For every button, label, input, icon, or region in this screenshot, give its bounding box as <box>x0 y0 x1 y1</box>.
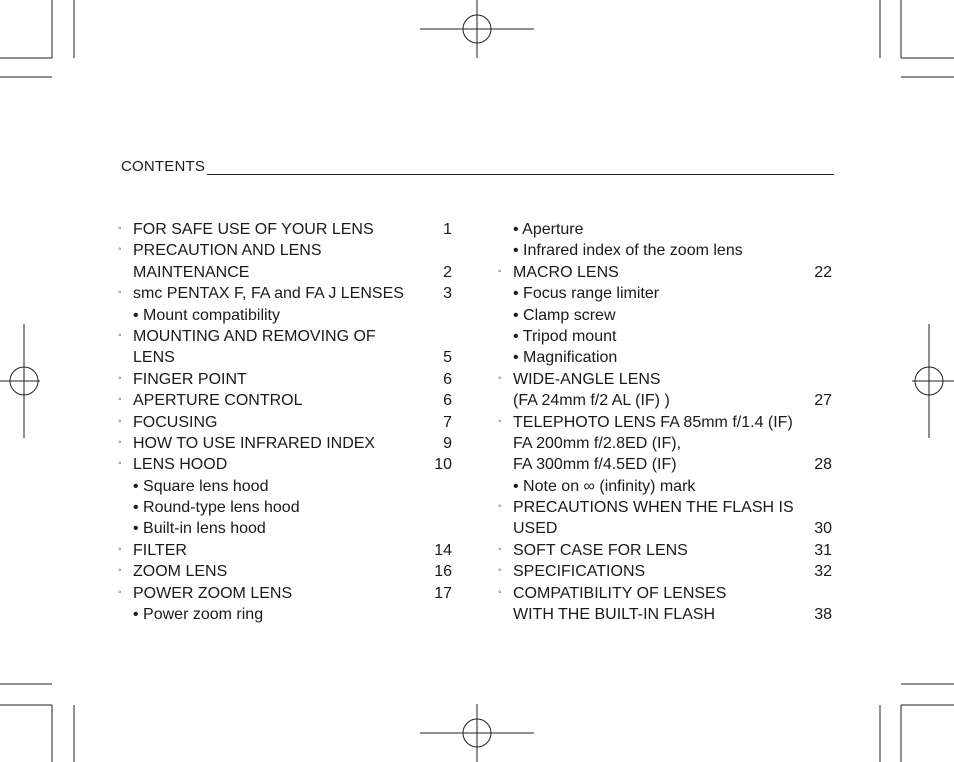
toc-page-number: 9 <box>443 434 452 452</box>
section-marker-icon: ◦ <box>118 543 122 555</box>
toc-page-number: 3 <box>443 285 452 303</box>
toc-page-number: 27 <box>814 392 832 410</box>
toc-entry-title: • Magnification <box>513 349 618 367</box>
toc-entry <box>118 369 452 390</box>
toc-page-number: 2 <box>443 263 452 281</box>
toc-entry-title: WIDE-ANGLE LENS <box>513 370 661 388</box>
toc-line <box>498 583 832 604</box>
toc-entry-title: • Mount compatibility <box>133 306 280 324</box>
section-marker-icon: ◦ <box>118 372 122 384</box>
toc-entry-title: (FA 24mm f/2 AL (IF) ) <box>513 392 670 410</box>
toc-entry <box>118 412 452 433</box>
toc-line <box>498 497 832 518</box>
toc-subentry <box>498 283 832 304</box>
toc-line <box>498 369 832 390</box>
toc-line <box>498 604 832 625</box>
toc-entry-title: • Focus range limiter <box>513 285 660 303</box>
toc-entry-title: MACRO LENS <box>513 263 619 281</box>
toc-entry <box>498 262 832 283</box>
toc-subentry <box>118 476 452 497</box>
toc-line <box>498 283 832 304</box>
toc-line <box>118 561 452 582</box>
toc-entry-title: • Clamp screw <box>513 306 616 324</box>
toc-entry-title: MOUNTING AND REMOVING OF <box>133 327 376 345</box>
toc-left-column <box>118 219 452 625</box>
toc-page-number: 17 <box>434 584 452 602</box>
toc-line <box>498 518 832 539</box>
toc-entry <box>498 412 832 476</box>
toc-entry <box>118 326 452 369</box>
toc-entry-title: smc PENTAX F, FA and FA J LENSES <box>133 285 404 303</box>
toc-line <box>498 412 832 433</box>
toc-entry-title: FA 300mm f/4.5ED (IF) <box>513 456 677 474</box>
toc-subentry <box>498 219 832 240</box>
section-marker-icon: ◦ <box>118 586 122 598</box>
section-marker-icon: ◦ <box>118 223 122 234</box>
toc-line <box>498 476 832 497</box>
toc-line <box>118 390 452 411</box>
toc-line <box>498 433 832 454</box>
toc-entry <box>118 454 452 475</box>
toc-entry-title: MAINTENANCE <box>133 263 250 281</box>
toc-line <box>498 219 832 240</box>
toc-subentry <box>118 604 452 625</box>
toc-line <box>118 283 452 304</box>
toc-line <box>118 305 452 326</box>
section-marker-icon: ◦ <box>118 287 122 299</box>
toc-subentry <box>118 518 452 539</box>
toc-page-number: 16 <box>434 563 452 581</box>
toc-line <box>498 454 832 475</box>
toc-entry-title: POWER ZOOM LENS <box>133 584 293 602</box>
section-marker-icon: ◦ <box>118 565 122 577</box>
section-marker-icon: ◦ <box>498 501 502 513</box>
toc-subentry <box>498 326 832 347</box>
toc-line <box>118 433 452 454</box>
section-marker-icon: ◦ <box>118 415 122 427</box>
toc-entry <box>498 369 832 412</box>
toc-page-number: 6 <box>443 370 452 388</box>
toc-line <box>498 240 832 261</box>
section-marker-icon: ◦ <box>118 458 122 470</box>
toc-page-number: 22 <box>814 263 832 281</box>
toc-line <box>118 540 452 561</box>
toc-entry <box>498 540 832 561</box>
toc-page-number: 30 <box>814 520 832 538</box>
toc-line <box>498 326 832 347</box>
toc-line <box>118 219 452 240</box>
toc-entry-title: • Square lens hood <box>133 477 269 495</box>
toc-line <box>498 561 832 582</box>
toc-subentry <box>498 476 832 497</box>
toc-line <box>118 476 452 497</box>
toc-entry-title: HOW TO USE INFRARED INDEX <box>133 434 376 452</box>
toc-entry-title: • Built-in lens hood <box>133 520 266 538</box>
toc-line <box>118 454 452 475</box>
section-marker-icon: ◦ <box>498 415 502 427</box>
toc-entry-title: APERTURE CONTROL <box>133 392 303 410</box>
page-title: CONTENTS <box>121 158 206 175</box>
header-rule <box>207 174 834 175</box>
toc-entry-title: PRECAUTIONS WHEN THE FLASH IS <box>513 499 794 517</box>
toc-entry <box>498 561 832 582</box>
toc-entry-title: LENS <box>133 349 175 367</box>
section-marker-icon: ◦ <box>498 543 502 555</box>
toc-entry <box>498 497 832 540</box>
toc-line <box>118 262 452 283</box>
toc-right-column <box>498 219 832 625</box>
section-marker-icon: ◦ <box>118 329 122 341</box>
toc-line <box>498 305 832 326</box>
toc-entry <box>118 583 452 604</box>
toc-entry-title: • Round-type lens hood <box>133 499 300 517</box>
section-marker-icon: ◦ <box>118 394 122 406</box>
toc-entry <box>118 433 452 454</box>
section-marker-icon: ◦ <box>498 372 502 384</box>
toc-line <box>118 326 452 347</box>
toc-page-number: 14 <box>434 541 452 559</box>
toc-entry-title: FA 200mm f/2.8ED (IF), <box>513 434 682 452</box>
toc-entry-title: • Tripod mount <box>513 327 617 345</box>
toc-line <box>498 347 832 368</box>
toc-entry-title: • Note on ∞ (infinity) mark <box>513 477 696 495</box>
toc-line <box>498 540 832 561</box>
toc-line <box>498 262 832 283</box>
toc-line <box>118 604 452 625</box>
toc-page-number: 5 <box>443 349 452 367</box>
toc-subentry <box>498 305 832 326</box>
toc-entry-title: WITH THE BUILT-IN FLASH <box>513 606 716 624</box>
toc-subentry <box>498 347 832 368</box>
toc-entry <box>498 583 832 626</box>
toc-line <box>118 497 452 518</box>
toc-entry-title: SOFT CASE FOR LENS <box>513 541 688 559</box>
section-marker-icon: ◦ <box>118 436 122 448</box>
toc-entry-title: COMPATIBILITY OF LENSES <box>513 584 727 602</box>
section-marker-icon: ◦ <box>118 244 122 256</box>
toc-page-number: 1 <box>443 221 452 238</box>
toc-entry-title: FINGER POINT <box>133 370 247 388</box>
contents-header <box>121 154 834 176</box>
toc-entry <box>118 240 452 283</box>
toc-entry-title: • Aperture <box>513 221 584 238</box>
toc-page-number: 6 <box>443 392 452 410</box>
toc-line <box>118 412 452 433</box>
toc-subentry <box>498 240 832 261</box>
toc-entry-title: USED <box>513 520 558 538</box>
toc-page-number: 32 <box>814 563 832 581</box>
toc-entry <box>118 540 452 561</box>
toc-subentry <box>118 305 452 326</box>
section-marker-icon: ◦ <box>498 265 502 277</box>
toc-line <box>118 240 452 261</box>
toc-entry-title: • Power zoom ring <box>133 606 264 624</box>
section-marker-icon: ◦ <box>498 586 502 598</box>
toc-entry <box>118 219 452 240</box>
toc-line <box>498 390 832 411</box>
toc-entry-title: LENS HOOD <box>133 456 228 474</box>
toc-entry-title: PRECAUTION AND LENS <box>133 242 322 260</box>
toc-entry-title: TELEPHOTO LENS FA 85mm f/1.4 (IF) <box>513 413 793 431</box>
toc-subentry <box>118 497 452 518</box>
toc-page-number: 28 <box>814 456 832 474</box>
toc-entry-title: SPECIFICATIONS <box>513 563 646 581</box>
toc-entry-title: ZOOM LENS <box>133 563 228 581</box>
toc-entry-title: • Infrared index of the zoom lens <box>513 242 743 260</box>
section-marker-icon: ◦ <box>498 565 502 577</box>
toc-line <box>118 518 452 539</box>
toc-entry-title: FOR SAFE USE OF YOUR LENS <box>133 221 374 238</box>
toc-line <box>118 347 452 368</box>
toc-entry-title: FILTER <box>133 541 187 559</box>
toc-page-number: 38 <box>814 606 832 624</box>
toc-entry <box>118 390 452 411</box>
toc-entry <box>118 283 452 304</box>
toc-entry <box>118 561 452 582</box>
toc-page-number: 31 <box>814 541 832 559</box>
toc-page-number: 7 <box>443 413 452 431</box>
toc-line <box>118 583 452 604</box>
toc-line <box>118 369 452 390</box>
toc-page-number: 10 <box>434 456 452 474</box>
toc-entry-title: FOCUSING <box>133 413 218 431</box>
